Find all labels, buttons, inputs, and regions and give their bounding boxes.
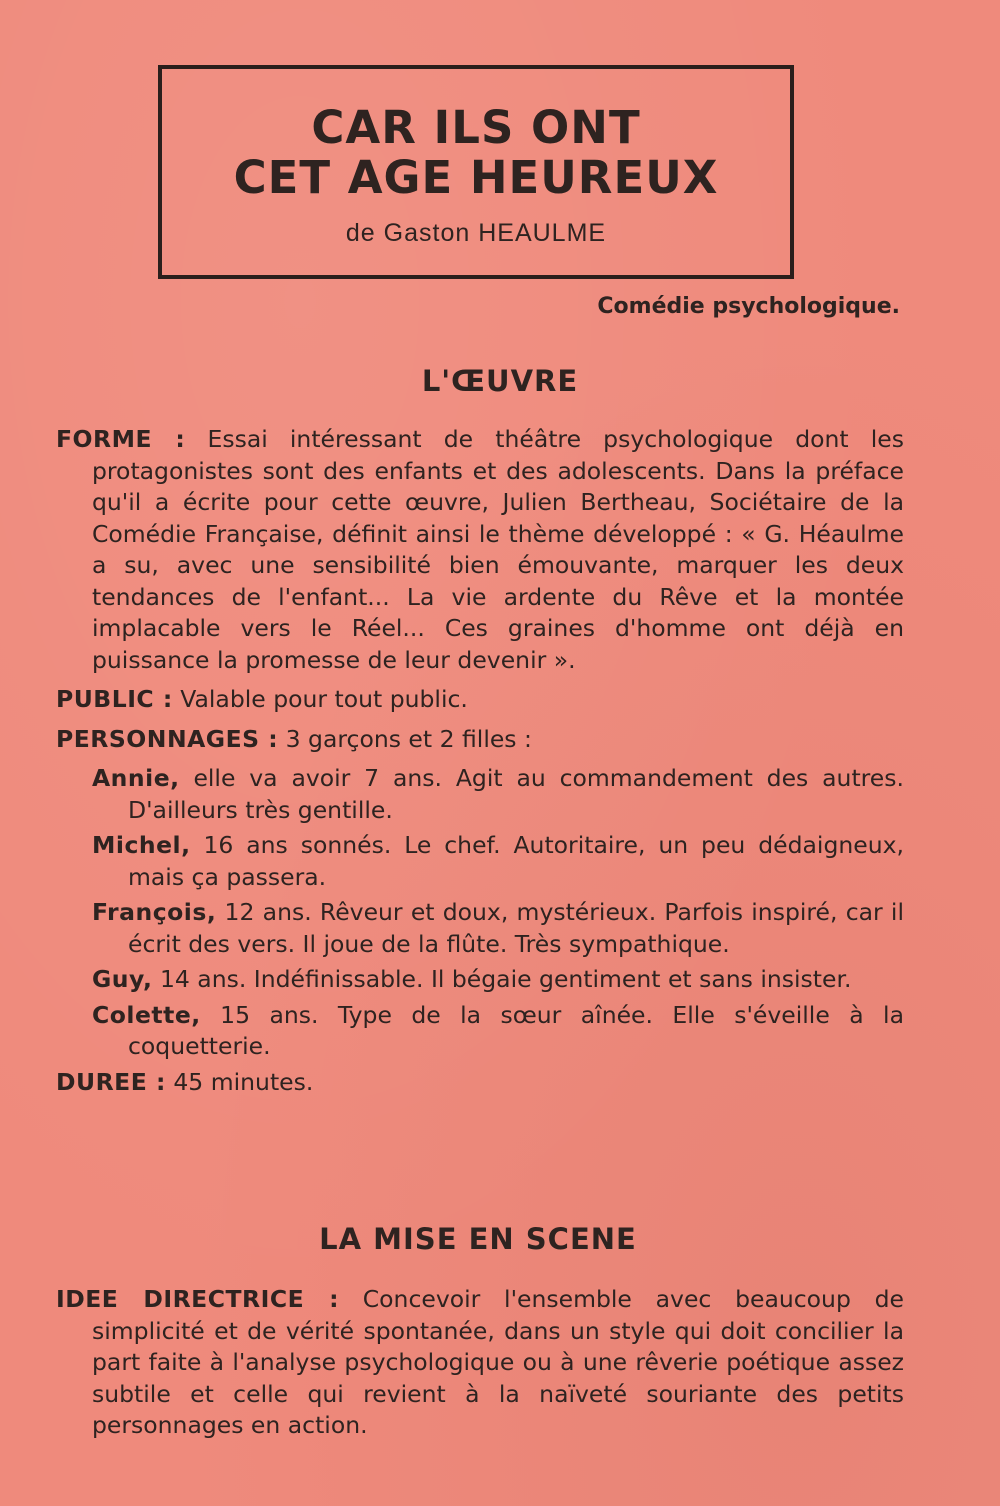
character-guy: [92, 964, 904, 996]
character-colette: [92, 1000, 904, 1063]
personnages-label: PERSONNAGES :: [56, 724, 279, 753]
idee-paragraph: [56, 1284, 904, 1442]
character-description: elle va avoir 7 ans. Agit au commandement des autres. D'ailleurs très gentille.: [128, 764, 904, 824]
duree-label: DUREE :: [56, 1067, 166, 1096]
character-name: Annie,: [92, 764, 180, 792]
section-title-oeuvre: L'ŒUVRE: [421, 364, 579, 398]
personnages-text: 3 garçons et 2 filles :: [285, 724, 532, 753]
character-name: Guy,: [92, 965, 153, 993]
character-description: 15 ans. Type de la sœur aînée. Elle s'éveille à la coquetterie.: [128, 1000, 904, 1060]
idee-text: Concevoir l'ensemble avec beaucoup de simplicité et de vérité spontanée, dans un style qui doit concilier la part faite à l'analyse psychologique ou à une rêverie poétique assez subtile et celle qui revient à la naïveté souriante des petits personnages en action.: [92, 1285, 904, 1439]
character-name: François,: [92, 898, 217, 926]
character-description: 14 ans. Indéfinissable. Il bégaie gentiment et sans insister.: [159, 965, 852, 993]
personnages-paragraph: [56, 724, 904, 756]
character-name: Colette,: [92, 1000, 201, 1029]
title-line-2: CET AGE HEUREUX: [233, 151, 719, 204]
title-box: [158, 65, 794, 279]
author: de Gaston HEAULME: [345, 219, 607, 247]
title-line-1: CAR ILS ONT: [311, 101, 641, 154]
idee-label: IDEE DIRECTRICE :: [56, 1285, 339, 1313]
forme-paragraph: [56, 424, 904, 676]
genre-label: Comédie psychologique.: [597, 294, 900, 319]
forme-label: FORME :: [56, 425, 186, 453]
forme-text: Essai intéressant de théâtre psychologique dont les protagonistes sont des enfants et des adolescents. Dans la préface qu'il a écrite pour cette œuvre, Julien Bertheau, Sociétaire de la Comédie Française, définit ainsi le thème développé : « G. Héaulme a su, avec une sensibilité bien émouvante, marquer les deux tendances de l'enfant... La vie ardente du Rêve et la montée implacable vers le Réel... Ces graines d'homme ont déjà en puissance la promesse de leur devenir ».: [92, 425, 904, 674]
section-title-mise-en-scene: LA MISE EN SCENE: [319, 1222, 637, 1256]
character-description: 12 ans. Rêveur et doux, mystérieux. Parfois inspiré, car il écrit des vers. Il joue de la flûte. Très sympathique.: [128, 898, 904, 958]
section-mise-en-scene-content: [56, 1284, 904, 1450]
character-francois: [92, 897, 904, 960]
character-name: Michel,: [92, 831, 191, 859]
public-text: Valable pour tout public.: [180, 685, 468, 713]
duree-paragraph: [56, 1067, 904, 1099]
public-paragraph: [56, 684, 904, 716]
public-label: PUBLIC :: [56, 685, 173, 713]
section-oeuvre-content: [56, 424, 904, 1106]
character-michel: [92, 830, 904, 893]
character-annie: [92, 763, 904, 826]
duree-text: 45 minutes.: [173, 1067, 314, 1096]
character-description: 16 ans sonnés. Le chef. Autoritaire, un peu dédaigneux, mais ça passera.: [128, 831, 904, 891]
